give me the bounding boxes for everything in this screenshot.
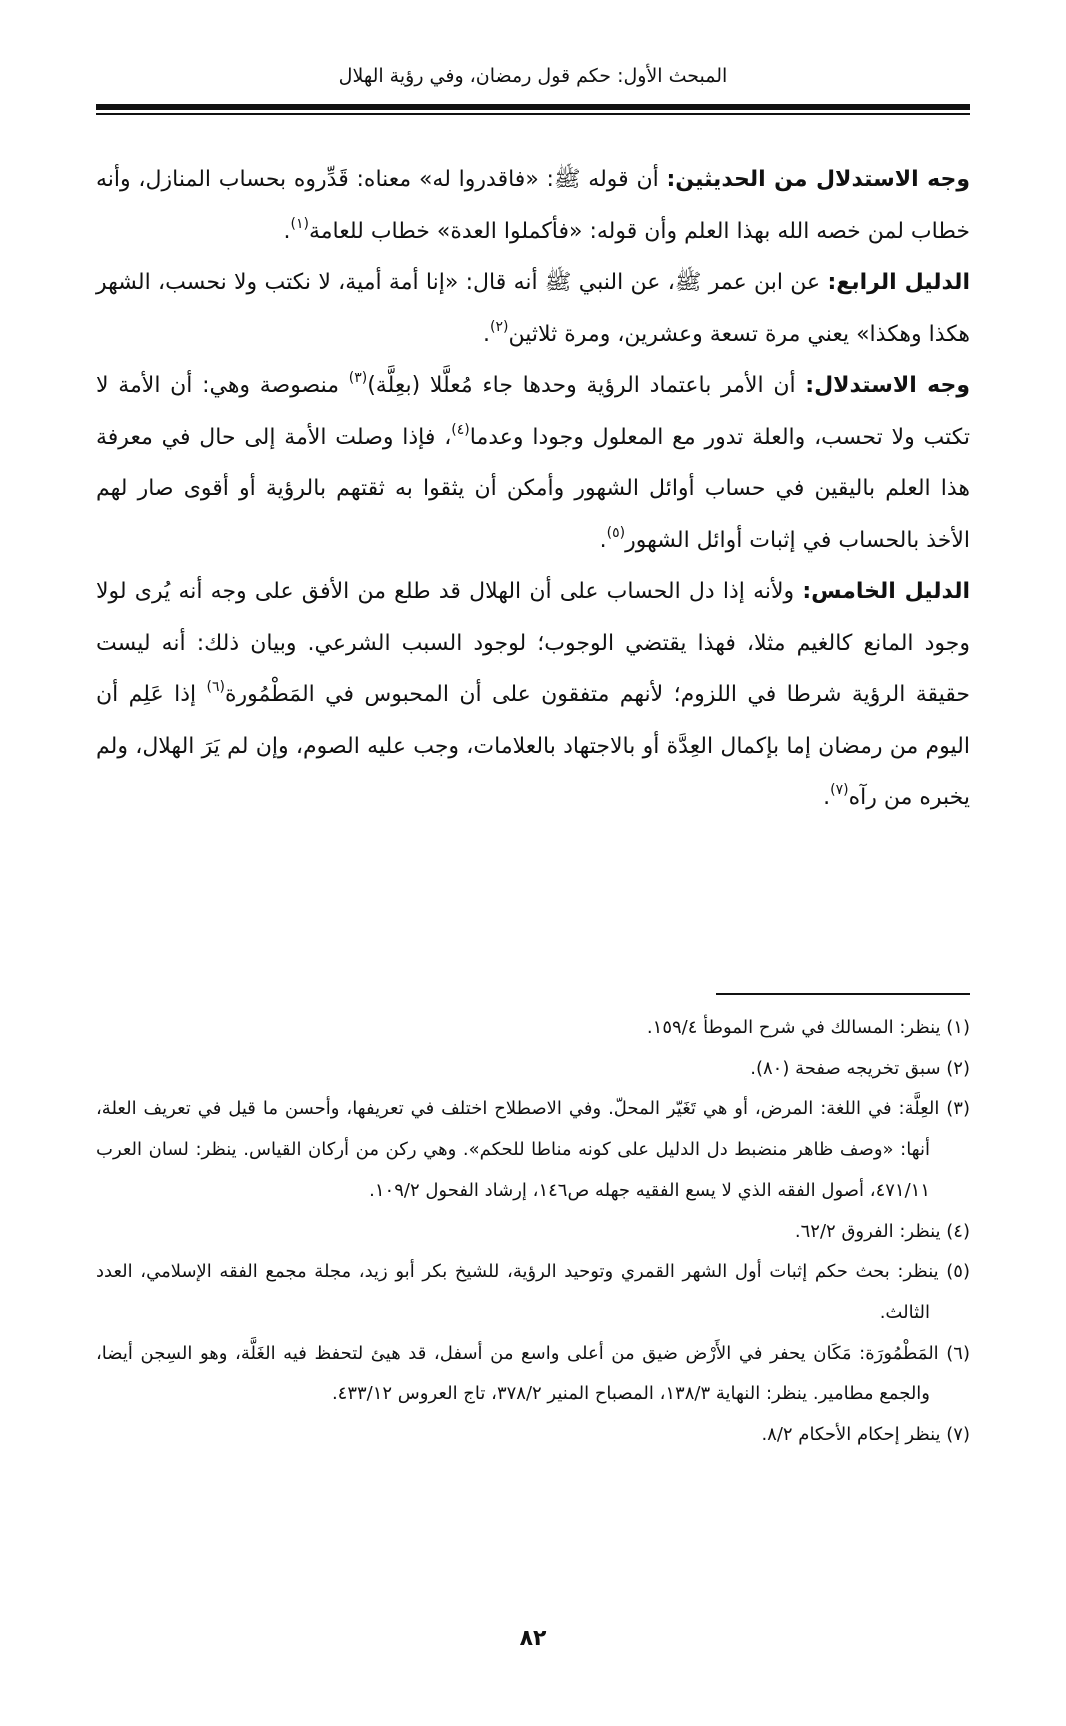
paragraph-end: . (283, 218, 291, 244)
footnote-3: (٣) العِلَّة: في اللغة: المرض، أو هي تَغَيّر المحلّ. وفي الاصطلاح اختلف في تعريفها، وأحسن ما قيل في تعريف العلة، أنها: «وصف ظاهر منضبط دل الدليل على كونه مناطا للحكم». وهي ركن من أركان القياس. ينظر: لسان العرب ٤٧١/١١، أصول الفقه الذي لا يسع الفقيه جهله ص١٤٦، إرشاد الفحول ١٠٩/٢. (96, 1098, 970, 1201)
paragraph-heading: وجه الاستدلال: (805, 373, 970, 398)
footnote-1: (١) ينظر: المسالك في شرح الموطأ ١٥٩/٤. (646, 1017, 970, 1038)
footnote-marker: (٥) (606, 524, 626, 541)
footnote-marker: (٣) (348, 370, 368, 387)
footnote-4: (٤) ينظر: الفروق ٦٢/٢. (794, 1220, 970, 1242)
paragraph-dalil-khamis (96, 566, 970, 824)
footnote-2: (٢) سبق تخريجه صفحة (٨٠). (750, 1057, 970, 1079)
paragraph-text: عن ابن عمر ﷺ، عن النبي ﷺ أنه قال: «إنا أمة أمية، لا نكتب ولا نحسب، الشهر هكذا وهكذا» يعني مرة تسعة وعشرين، ومرة ثلاثين (96, 270, 970, 347)
footnote-separator (716, 993, 970, 995)
footnote-marker: (١) (290, 215, 309, 232)
footnote-5: (٥) ينظر: بحث حكم إثبات أول الشهر القمري وتوحيد الرؤية، للشيخ بكر أبو زيد، مجلة مجمع الفقه الإسلامي، العدد الثالث. (96, 1261, 970, 1323)
footnote-marker: (٦) (206, 679, 225, 696)
header-rule-thick (96, 104, 970, 110)
paragraph-istidlal-hadithayn (96, 154, 970, 257)
main-text (96, 154, 970, 824)
paragraph-istidlal (96, 360, 970, 566)
footnote-marker: (٤) (451, 421, 470, 438)
running-header: المبحث الأول: حكم قول رمضان، وفي رؤية الهلال (338, 65, 728, 87)
footnote-marker: (٧) (830, 782, 849, 799)
footnote-marker: (٢) (490, 318, 509, 335)
header-rule-thin (96, 113, 970, 115)
paragraph-heading: وجه الاستدلال من الحديثين: (666, 167, 970, 192)
paragraph-text: ، فإذا وصلت الأمة إلى حال في معرفة هذا العلم باليقين في حساب أوائل الشهور وأمكن أن يثقوا به ثقتهم بالرؤية أو أقوى صار لهم الأخذ بالحساب في إثبات أوائل الشهور (96, 424, 970, 553)
paragraph-text: أن قوله ﷺ: «فاقدروا له» معناه: قَدِّروه بحساب المنازل، وأنه خطاب لمن خصه الله بهذا العلم وأن قوله: «فأكملوا العدة» خطاب للعامة (96, 167, 970, 244)
paragraph-end: . (483, 321, 491, 347)
paragraph-text: أن الأمر باعتماد الرؤية وحدها جاء مُعلَّلا (بعِلَّة) (367, 373, 806, 398)
paragraph-heading: الدليل الرابع: (827, 270, 970, 295)
footnote-6: (٦) المَطْمُورَة: مَكَان يحفر في الأَرْض ضيق من أعلى واسع من أسفل، قد هيئ لتحفظ فيه الغَلَّة، وهو السِجن أيضا، والجمع مطامير. ينظر: النهاية ١٣٨/٣، المصباح المنير ٣٧٨/٢، تاج العروس ٤٣٣/١٢. (96, 1342, 970, 1405)
paragraph-dalil-rabi (96, 257, 970, 360)
paragraph-text: ولأنه إذا دل الحساب على أن الهلال قد طلع من الأفق على وجه أنه يُرى لولا وجود المانع كالغيم مثلا، فهذا يقتضي الوجوب؛ لوجود السبب الشرعي. وبيان ذلك: أنه ليست حقيقة الرؤية شرطا في اللزوم؛ لأنهم متفقون على أن المحبوس في المَطْمُورة (96, 579, 971, 707)
paragraph-text: إذا عَلِم أن اليوم من رمضان إما بإكمال العِدَّة أو بالاجتهاد بالعلامات، وجب عليه الصوم، وإن لم يَرَ الهلال، ولم يخبره من رآه (96, 682, 970, 810)
paragraph-end: . (599, 527, 607, 553)
paragraph-end: . (823, 785, 831, 810)
page-number: ٨٢ (519, 1626, 547, 1651)
paragraph-heading: الدليل الخامس: (802, 579, 971, 604)
paragraph-text: منصوصة وهي: أن الأمة لا تكتب ولا تحسب، والعلة تدور مع المعلول وجودا وعدما (96, 373, 970, 450)
footnote-7: (٧) ينظر إحكام الأحكام ٨/٢. (761, 1424, 970, 1446)
footnotes (96, 1008, 970, 1456)
